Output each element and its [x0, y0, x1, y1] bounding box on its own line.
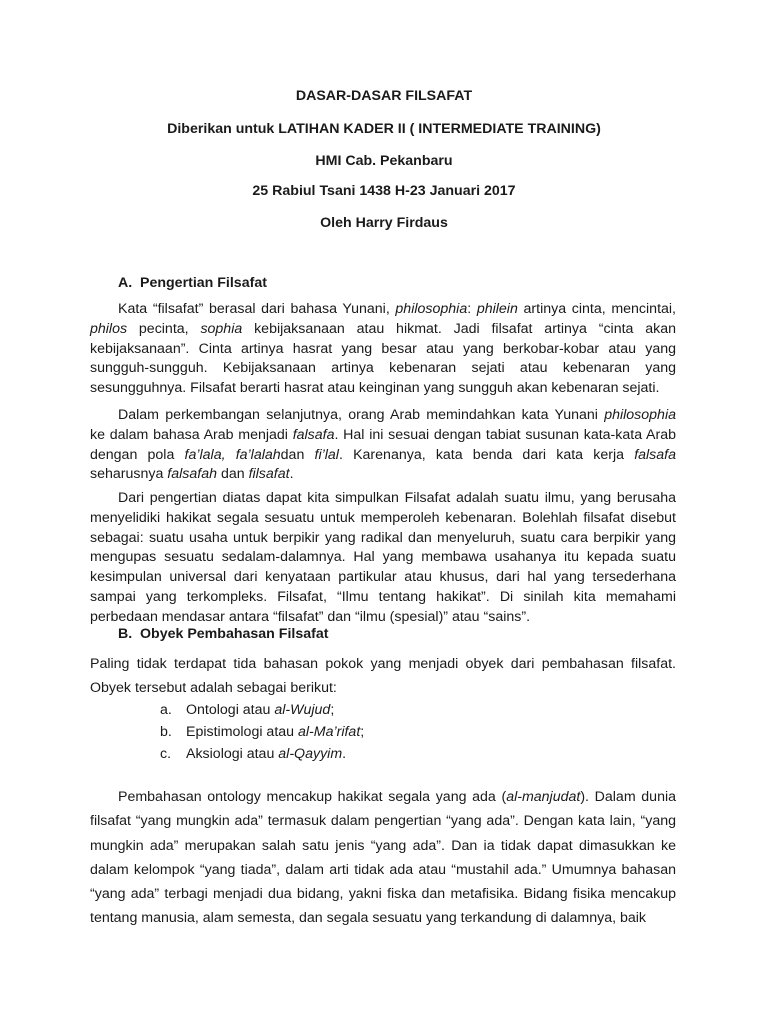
objects-list [160, 699, 364, 766]
list-item: a. Ontologi atau al-Wujud; [160, 702, 335, 718]
section-a-heading [118, 275, 267, 291]
section-a-title: Pengertian Filsafat [140, 275, 267, 291]
paragraph-conclusion: Dari pengertian diatas dapat kita simpulkan Filsafat adalah suatu ilmu, yang berusaha menyelidiki hakikat segala sesuatu untuk memperoleh kebenaran. Bolehlah filsafat disebut sebagai: suatu usaha untuk berpikir yang radikal dan menyeluruh, suatu cara berpikir yang mengupas sesuatu sedalam-dalamnya. Hal yang membawa usahanya itu kepada suatu kesimpulan universal dari kenyataan partikular atau khusus, dari hal yang tersederhana sampai yang terkompleks. Filsafat, “Ilmu tentang hakikat”. Di sinilah kita memahami perbedaan mendasar antara “filsafat” dan “ilmu (spesial)” atau “sains”. [90, 490, 676, 625]
document-title: DASAR-DASAR FILSAFAT [295, 88, 473, 104]
list-item: c. Aksiologi atau al-Qayyim. [160, 746, 347, 763]
organization-line: HMI Cab. Pekanbaru [315, 153, 453, 169]
paragraph-arabic-origin: Dalam perkembangan selanjutnya, orang Arab memindahkan kata Yunani philosophia ke dalam bahasa Arab menjadi falsafa. Hal ini sesuai dengan tabiat susunan kata-kata Arab dengan pola fa’lala, fa’lalahdan fi’lal. Karenanya, kata benda dari kata kerja falsafa seharusnya falsafah dan filsafat. [90, 407, 676, 483]
author-line: Oleh Harry Firdaus [320, 215, 448, 231]
paragraph-ontology: Pembahasan ontology mencakup hakikat segala yang ada (al-manjudat). Dalam dunia filsafat “yang mungkin ada” termasuk dalam pengertian “yang ada”. Dengan kata lain, “yang mungkin ada” merupakan salah satu jenis “yang ada”. Dan ia tidak dapat dimasukkan ke dalam kelompok “yang tiada”, dalam arti tidak ada atau “mustahil ada.” Umumnya bahasan “yang ada” terbagi menjadi dua bidang, yakni fiska dan metafisika. Bidang fisika mencakup tentang manusia, alam semesta, dan segala sesuatu yang terkandung di dalamnya, baik [90, 789, 677, 927]
document-subtitle: Diberikan untuk LATIHAN KADER II ( INTERMEDIATE TRAINING) [167, 121, 601, 137]
section-b-number: B. [118, 626, 133, 642]
paragraph-objects-intro: Paling tidak terdapat tida bahasan pokok yang menjadi obyek dari pembahasan filsafat. Obyek tersebut adalah sebagai berikut: [90, 656, 676, 697]
date-line: 25 Rabiul Tsani 1438 H-23 Januari 2017 [252, 183, 516, 199]
list-item: b. Epistimologi atau al-Ma’rifat; [160, 724, 365, 741]
paragraph-definition: Kata “filsafat” berasal dari bahasa Yunani, philosophia: philein artinya cinta, mencintai, philos pecinta, sophia kebijaksanaan atau hikmat. Jadi filsafat artinya “cinta akan kebijaksanaan”. Cinta artinya hasrat yang besar atau yang berkobar-kobar atau yang sungguh-sungguh. Kebijaksanaan artinya kebenaran sejati atau kebenaran yang sesungguhnya. Filsafat berarti hasrat atau keinginan yang sungguh akan kebenaran sejati. [90, 301, 677, 397]
section-b-heading [118, 626, 328, 642]
section-a-number: A. [118, 275, 133, 291]
section-b-title: Obyek Pembahasan Filsafat [140, 626, 329, 642]
